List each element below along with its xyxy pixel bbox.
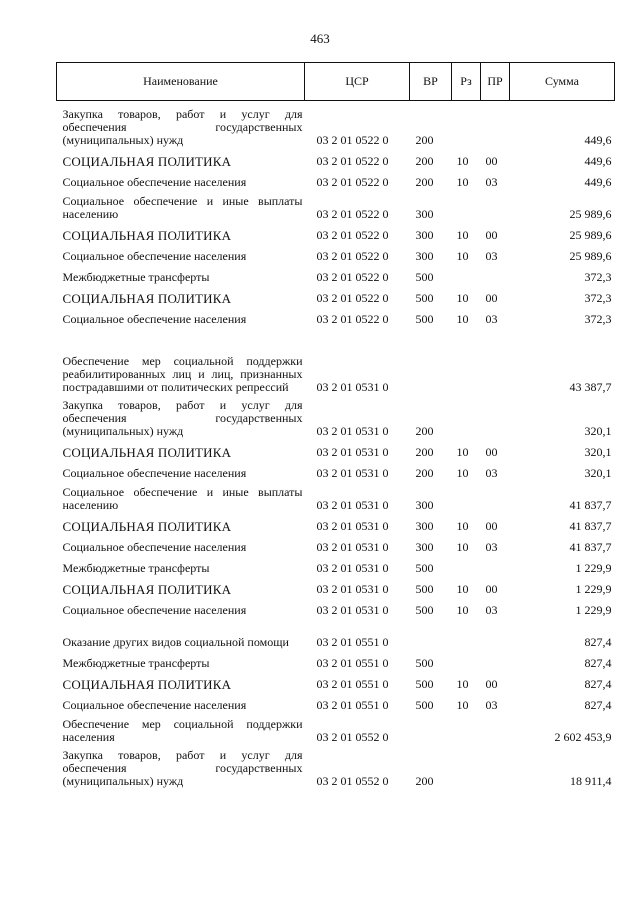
cell-name: Социальное обеспечение и иные выплаты населению	[62, 194, 303, 221]
cell-vr: 300	[415, 540, 434, 554]
cell-name: Социальное обеспечение населения	[62, 603, 247, 617]
cell-sum: 827,4	[584, 698, 612, 712]
cell-rz: 10	[456, 228, 469, 242]
cell-pr: 00	[485, 291, 498, 305]
cell-vr	[410, 712, 452, 744]
cell-sum: 25 989,6	[569, 207, 612, 221]
table-row	[57, 533, 615, 554]
budget-table-container	[56, 62, 614, 788]
table-row	[57, 101, 615, 148]
table-row	[57, 147, 615, 168]
cell-name: СОЦИАЛЬНАЯ ПОЛИТИКА	[62, 291, 232, 306]
cell-vr: 300	[415, 207, 434, 221]
table-row	[57, 168, 615, 189]
cell-csr: 03 2 01 0531 0	[316, 582, 389, 596]
cell-rz	[452, 263, 481, 284]
cell-pr: 00	[485, 677, 498, 691]
cell-pr: 00	[485, 519, 498, 533]
cell-name: СОЦИАЛЬНАЯ ПОЛИТИКА	[62, 582, 232, 597]
table-row	[57, 512, 615, 533]
cell-name: СОЦИАЛЬНАЯ ПОЛИТИКА	[62, 154, 232, 169]
cell-sum: 41 837,7	[569, 498, 612, 512]
cell-name: Социальное обеспечение населения	[62, 466, 247, 480]
cell-rz	[452, 649, 481, 670]
cell-pr	[481, 744, 510, 788]
cell-csr: 03 2 01 0551 0	[316, 635, 389, 649]
table-row	[57, 438, 615, 459]
header-sum: Сумма	[510, 63, 615, 101]
cell-vr: 200	[415, 175, 434, 189]
cell-csr: 03 2 01 0531 0	[316, 466, 389, 480]
cell-csr: 03 2 01 0522 0	[316, 291, 389, 305]
table-row	[57, 670, 615, 691]
cell-rz	[452, 744, 481, 788]
table-row	[57, 263, 615, 284]
cell-pr: 00	[485, 445, 498, 459]
cell-vr: 500	[415, 656, 434, 670]
cell-rz: 10	[456, 540, 469, 554]
cell-vr: 200	[415, 774, 434, 788]
cell-name: Социальное обеспечение населения	[62, 698, 247, 712]
cell-csr: 03 2 01 0551 0	[316, 656, 389, 670]
table-row	[57, 575, 615, 596]
cell-vr: 300	[415, 519, 434, 533]
table-row	[57, 691, 615, 712]
cell-pr	[481, 101, 510, 148]
cell-rz	[452, 554, 481, 575]
cell-sum: 1 229,9	[575, 582, 612, 596]
cell-vr	[410, 326, 452, 394]
cell-csr: 03 2 01 0551 0	[316, 677, 389, 691]
table-row	[57, 649, 615, 670]
cell-name: СОЦИАЛЬНАЯ ПОЛИТИКА	[62, 445, 232, 460]
cell-name: Межбюджетные трансферты	[62, 270, 210, 284]
cell-pr	[481, 649, 510, 670]
table-row	[57, 305, 615, 326]
cell-name: СОЦИАЛЬНАЯ ПОЛИТИКА	[62, 677, 232, 692]
header-pr: ПР	[481, 63, 510, 101]
cell-pr: 00	[485, 582, 498, 596]
cell-sum: 1 229,9	[575, 603, 612, 617]
cell-name: Социальное обеспечение населения	[62, 540, 247, 554]
cell-csr: 03 2 01 0522 0	[316, 175, 389, 189]
cell-csr: 03 2 01 0531 0	[316, 603, 389, 617]
table-row	[57, 394, 615, 438]
table-row	[57, 221, 615, 242]
cell-sum: 320,1	[584, 424, 612, 438]
cell-csr: 03 2 01 0522 0	[316, 228, 389, 242]
cell-name: Обеспечение мер социальной поддержки реабилитированных лиц и лиц, признанных пострадавшими от политических репрессий	[62, 354, 303, 394]
table-row	[57, 744, 615, 788]
cell-vr: 200	[415, 154, 434, 168]
cell-pr: 03	[485, 603, 498, 617]
table-row	[57, 554, 615, 575]
cell-rz: 10	[456, 291, 469, 305]
cell-vr	[410, 617, 452, 649]
cell-vr: 500	[415, 561, 434, 575]
cell-csr: 03 2 01 0531 0	[316, 445, 389, 459]
cell-vr: 500	[415, 677, 434, 691]
cell-sum: 1 229,9	[575, 561, 612, 575]
cell-pr: 03	[485, 249, 498, 263]
cell-csr: 03 2 01 0522 0	[316, 133, 389, 147]
page-number: 463	[310, 31, 330, 46]
cell-csr: 03 2 01 0552 0	[316, 730, 389, 744]
cell-sum: 41 837,7	[569, 540, 612, 554]
cell-name: СОЦИАЛЬНАЯ ПОЛИТИКА	[62, 228, 232, 243]
cell-csr: 03 2 01 0522 0	[316, 312, 389, 326]
cell-rz: 10	[456, 154, 469, 168]
cell-name: Межбюджетные трансферты	[62, 656, 210, 670]
cell-name: Закупка товаров, работ и услуг для обеспечения государственных (муниципальных) нужд	[62, 107, 303, 147]
cell-csr: 03 2 01 0531 0	[316, 380, 389, 394]
cell-sum: 827,4	[584, 635, 612, 649]
cell-sum: 320,1	[584, 445, 612, 459]
cell-rz: 10	[456, 603, 469, 617]
cell-vr: 300	[415, 498, 434, 512]
table-row	[57, 596, 615, 617]
cell-sum: 449,6	[584, 154, 612, 168]
table-row	[57, 242, 615, 263]
cell-vr: 300	[415, 228, 434, 242]
cell-vr: 200	[415, 445, 434, 459]
cell-sum: 2 602 453,9	[554, 730, 612, 744]
cell-vr: 200	[415, 133, 434, 147]
cell-sum: 320,1	[584, 466, 612, 480]
cell-pr	[481, 480, 510, 512]
cell-sum: 827,4	[584, 656, 612, 670]
cell-pr: 00	[485, 154, 498, 168]
header-name: Наименование	[57, 63, 305, 101]
table-header	[57, 63, 615, 101]
cell-sum: 449,6	[584, 133, 612, 147]
cell-pr: 03	[485, 540, 498, 554]
cell-csr: 03 2 01 0531 0	[316, 424, 389, 438]
header-csr: ЦСР	[305, 63, 410, 101]
cell-vr: 300	[415, 249, 434, 263]
cell-rz: 10	[456, 677, 469, 691]
table-row	[57, 284, 615, 305]
cell-pr	[481, 189, 510, 221]
cell-name: Обеспечение мер социальной поддержки населения	[62, 717, 303, 744]
cell-vr: 500	[415, 291, 434, 305]
cell-rz	[452, 326, 481, 394]
cell-pr: 00	[485, 228, 498, 242]
cell-pr	[481, 394, 510, 438]
cell-sum: 372,3	[584, 270, 612, 284]
cell-rz	[452, 394, 481, 438]
cell-sum: 372,3	[584, 291, 612, 305]
budget-table	[56, 62, 615, 788]
cell-sum: 25 989,6	[569, 228, 612, 242]
cell-name: Межбюджетные трансферты	[62, 561, 210, 575]
cell-csr: 03 2 01 0522 0	[316, 154, 389, 168]
table-row	[57, 480, 615, 512]
cell-csr: 03 2 01 0531 0	[316, 561, 389, 575]
cell-sum: 449,6	[584, 175, 612, 189]
cell-rz: 10	[456, 249, 469, 263]
cell-vr: 500	[415, 312, 434, 326]
cell-sum: 25 989,6	[569, 249, 612, 263]
cell-pr	[481, 263, 510, 284]
cell-vr: 500	[415, 603, 434, 617]
cell-sum: 41 837,7	[569, 519, 612, 533]
cell-sum: 43 387,7	[569, 380, 612, 394]
table-row	[57, 712, 615, 744]
cell-csr: 03 2 01 0522 0	[316, 270, 389, 284]
cell-vr: 500	[415, 582, 434, 596]
cell-pr: 03	[485, 175, 498, 189]
cell-vr: 500	[415, 698, 434, 712]
cell-rz: 10	[456, 519, 469, 533]
table-row	[57, 617, 615, 649]
cell-csr: 03 2 01 0522 0	[316, 249, 389, 263]
cell-name: Оказание других видов социальной помощи	[62, 635, 289, 649]
cell-name: Социальное обеспечение населения	[62, 312, 247, 326]
cell-sum: 18 911,4	[569, 774, 612, 788]
cell-pr	[481, 554, 510, 575]
table-body	[57, 101, 615, 789]
table-row	[57, 326, 615, 394]
cell-rz: 10	[456, 466, 469, 480]
cell-vr: 200	[415, 466, 434, 480]
cell-csr: 03 2 01 0522 0	[316, 207, 389, 221]
cell-rz: 10	[456, 175, 469, 189]
cell-vr: 500	[415, 270, 434, 284]
table-row	[57, 459, 615, 480]
cell-name: Социальное обеспечение населения	[62, 249, 247, 263]
cell-rz	[452, 480, 481, 512]
header-vr: ВР	[410, 63, 452, 101]
cell-name: Закупка товаров, работ и услуг для обеспечения государственных (муниципальных) нужд	[62, 398, 303, 438]
cell-name: Закупка товаров, работ и услуг для обеспечения государственных (муниципальных) нужд	[62, 748, 303, 788]
cell-pr	[481, 326, 510, 394]
cell-rz: 10	[456, 698, 469, 712]
cell-pr	[481, 712, 510, 744]
cell-sum: 827,4	[584, 677, 612, 691]
cell-rz	[452, 189, 481, 221]
cell-pr: 03	[485, 312, 498, 326]
cell-name: Социальное обеспечение населения	[62, 175, 247, 189]
cell-pr: 03	[485, 698, 498, 712]
cell-rz: 10	[456, 312, 469, 326]
cell-csr: 03 2 01 0531 0	[316, 519, 389, 533]
cell-csr: 03 2 01 0552 0	[316, 774, 389, 788]
cell-rz	[452, 617, 481, 649]
cell-csr: 03 2 01 0531 0	[316, 498, 389, 512]
table-row	[57, 189, 615, 221]
cell-csr: 03 2 01 0551 0	[316, 698, 389, 712]
header-rz: Рз	[452, 63, 481, 101]
cell-rz	[452, 101, 481, 148]
cell-rz: 10	[456, 445, 469, 459]
cell-rz: 10	[456, 582, 469, 596]
cell-name: СОЦИАЛЬНАЯ ПОЛИТИКА	[62, 519, 232, 534]
cell-csr: 03 2 01 0531 0	[316, 540, 389, 554]
cell-pr: 03	[485, 466, 498, 480]
cell-name: Социальное обеспечение и иные выплаты населению	[62, 485, 303, 512]
cell-vr: 200	[415, 424, 434, 438]
cell-pr	[481, 617, 510, 649]
cell-sum: 372,3	[584, 312, 612, 326]
cell-rz	[452, 712, 481, 744]
